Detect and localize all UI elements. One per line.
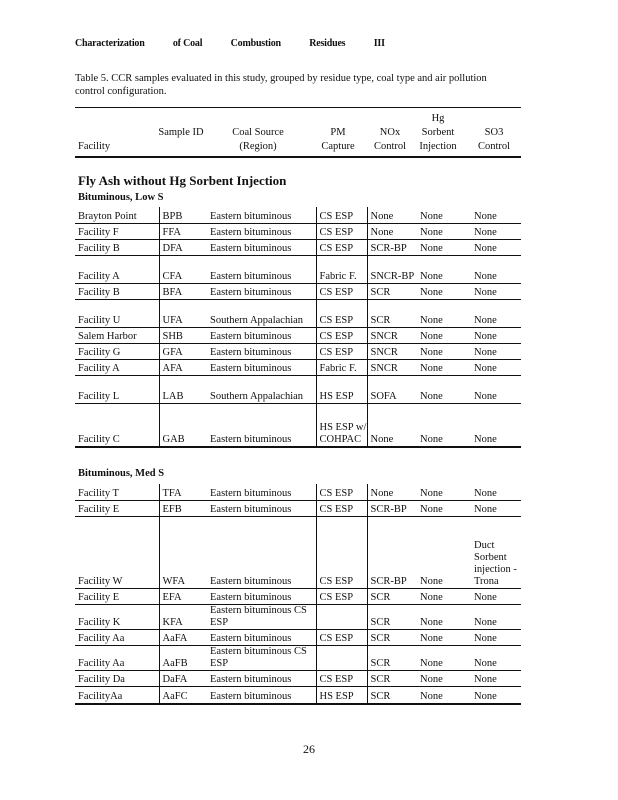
cell-pm-capture — [316, 604, 367, 629]
cell-pm-capture: CS ESP — [316, 299, 367, 327]
table-row — [75, 375, 521, 403]
cell-hg-sorbent: None — [417, 403, 471, 447]
col-header-sample-id: Sample ID — [158, 127, 204, 138]
cell-nox-control: SCR — [367, 299, 417, 327]
cell-nox-control: SNCR — [367, 359, 417, 375]
cell-so3-control: None — [471, 604, 521, 629]
cell-so3-control: None — [471, 283, 521, 299]
cell-facility: Salem Harbor — [75, 327, 159, 343]
cell-coal-source: Eastern bituminous — [207, 516, 316, 588]
cell-so3-control: None — [471, 207, 521, 223]
cell-coal-source: Eastern bituminous — [207, 223, 316, 239]
cell-hg-sorbent: None — [417, 223, 471, 239]
cell-sample-id: GFA — [159, 343, 207, 359]
col-header-nox-control: NOx Control — [373, 127, 407, 152]
table-row — [75, 604, 521, 629]
table-row — [75, 239, 521, 255]
cell-nox-control: SNCR — [367, 327, 417, 343]
table-row — [75, 403, 521, 447]
running-header — [75, 38, 411, 49]
table-row — [75, 283, 521, 299]
cell-pm-capture: HS ESP — [316, 686, 367, 704]
table-row — [75, 629, 521, 645]
cell-nox-control: SCR-BP — [367, 239, 417, 255]
cell-hg-sorbent: None — [417, 629, 471, 645]
cell-so3-control: None — [471, 359, 521, 375]
cell-facility: Facility Da — [75, 670, 159, 686]
cell-sample-id: GAB — [159, 403, 207, 447]
cell-pm-capture: CS ESP — [316, 500, 367, 516]
cell-hg-sorbent: None — [417, 255, 471, 283]
cell-hg-sorbent: None — [417, 588, 471, 604]
cell-coal-source: Eastern bituminous — [207, 255, 316, 283]
cell-facility: Facility C — [75, 403, 159, 447]
cell-so3-control: None — [471, 484, 521, 500]
cell-hg-sorbent: None — [417, 359, 471, 375]
cell-facility: Facility K — [75, 604, 159, 629]
cell-sample-id: CFA — [159, 255, 207, 283]
cell-sample-id: AaFC — [159, 686, 207, 704]
cell-facility: Facility L — [75, 375, 159, 403]
header-word: of Coal — [172, 38, 203, 49]
header-bottom-rule — [75, 156, 521, 158]
table-row — [75, 207, 521, 223]
cell-facility: Facility E — [75, 500, 159, 516]
table-row — [75, 299, 521, 327]
cell-nox-control: SCR — [367, 283, 417, 299]
cell-so3-control: None — [471, 670, 521, 686]
cell-hg-sorbent: None — [417, 516, 471, 588]
cell-sample-id: KFA — [159, 604, 207, 629]
cell-hg-sorbent: None — [417, 375, 471, 403]
cell-sample-id: BPB — [159, 207, 207, 223]
cell-so3-control: None — [471, 343, 521, 359]
table-row — [75, 484, 521, 500]
cell-so3-control: None — [471, 686, 521, 704]
cell-pm-capture: CS ESP — [316, 223, 367, 239]
cell-pm-capture: CS ESP — [316, 343, 367, 359]
col-header-coal-source: Coal Source (Region) — [232, 127, 284, 152]
table-row — [75, 343, 521, 359]
cell-coal-source: Eastern bituminous — [207, 686, 316, 704]
cell-coal-source: Southern Appalachian — [207, 375, 316, 403]
table-row — [75, 588, 521, 604]
cell-so3-control: None — [471, 645, 521, 670]
cell-coal-source: Eastern bituminous — [207, 670, 316, 686]
cell-nox-control: SCR — [367, 629, 417, 645]
table-row — [75, 255, 521, 283]
cell-so3-control: None — [471, 500, 521, 516]
cell-nox-control: SCR — [367, 670, 417, 686]
cell-nox-control: None — [367, 403, 417, 447]
cell-coal-source: Eastern bituminous — [207, 327, 316, 343]
header-word: Characterization — [75, 38, 145, 49]
cell-pm-capture: CS ESP — [316, 327, 367, 343]
cell-sample-id: UFA — [159, 299, 207, 327]
col-header-so3-control: SO3 Control — [477, 127, 511, 152]
cell-hg-sorbent: None — [417, 686, 471, 704]
group-title: Bituminous, Low S — [78, 192, 164, 203]
cell-pm-capture: HS ESP — [316, 375, 367, 403]
cell-nox-control: SCR — [367, 588, 417, 604]
cell-pm-capture: CS ESP — [316, 484, 367, 500]
cell-hg-sorbent: None — [417, 239, 471, 255]
cell-coal-source: Eastern bituminous — [207, 588, 316, 604]
cell-nox-control: SCR — [367, 645, 417, 670]
cell-so3-control: None — [471, 375, 521, 403]
cell-facility: Facility A — [75, 359, 159, 375]
cell-pm-capture: Fabric F. — [316, 255, 367, 283]
cell-so3-control: None — [471, 239, 521, 255]
cell-hg-sorbent: None — [417, 299, 471, 327]
group-table-med-s — [75, 484, 521, 705]
cell-facility: Facility G — [75, 343, 159, 359]
page-number: 26 — [303, 742, 315, 756]
header-word: III — [373, 38, 385, 49]
cell-pm-capture: CS ESP — [316, 283, 367, 299]
cell-coal-source: Eastern bituminous — [207, 359, 316, 375]
cell-facility: Facility B — [75, 239, 159, 255]
cell-pm-capture — [316, 645, 367, 670]
header-word: Combustion — [230, 38, 281, 49]
cell-so3-control: None — [471, 327, 521, 343]
table-row — [75, 223, 521, 239]
cell-coal-source: Eastern bituminous — [207, 629, 316, 645]
cell-sample-id: WFA — [159, 516, 207, 588]
table-row — [75, 327, 521, 343]
cell-sample-id: LAB — [159, 375, 207, 403]
cell-sample-id: TFA — [159, 484, 207, 500]
cell-sample-id: BFA — [159, 283, 207, 299]
cell-sample-id: AaFB — [159, 645, 207, 670]
cell-so3-control: None — [471, 223, 521, 239]
cell-facility: Facility E — [75, 588, 159, 604]
cell-pm-capture: CS ESP — [316, 239, 367, 255]
cell-nox-control: SCR — [367, 686, 417, 704]
cell-facility: Facility T — [75, 484, 159, 500]
cell-so3-control: None — [471, 403, 521, 447]
cell-hg-sorbent: None — [417, 645, 471, 670]
cell-pm-capture: CS ESP — [316, 670, 367, 686]
cell-hg-sorbent: None — [417, 604, 471, 629]
cell-pm-capture: CS ESP — [316, 516, 367, 588]
cell-nox-control: None — [367, 207, 417, 223]
cell-nox-control: None — [367, 223, 417, 239]
cell-nox-control: SNCR — [367, 343, 417, 359]
group-title: Bituminous, Med S — [78, 468, 165, 479]
col-header-hg-sorbent: Hg Sorbent Injection — [419, 113, 457, 152]
cell-so3-control: Duct Sorbent injection - Trona — [471, 516, 521, 588]
cell-facility: Facility U — [75, 299, 159, 327]
cell-coal-source: Southern Appalachian — [207, 299, 316, 327]
table-row — [75, 686, 521, 704]
cell-sample-id: SHB — [159, 327, 207, 343]
cell-coal-source: Eastern bituminous — [207, 343, 316, 359]
table-row — [75, 516, 521, 588]
cell-hg-sorbent: None — [417, 283, 471, 299]
cell-so3-control: None — [471, 629, 521, 645]
cell-facility: Facility F — [75, 223, 159, 239]
group-table-low-s — [75, 207, 521, 448]
cell-sample-id: AaFA — [159, 629, 207, 645]
header-word: Residues — [309, 38, 346, 49]
table-top-rule — [75, 107, 521, 108]
cell-coal-source: Eastern bituminous — [207, 239, 316, 255]
table-caption: Table 5. CCR samples evaluated in this study, grouped by residue type, coal type and air pollution control configuration. — [75, 73, 487, 97]
cell-facility: Facility A — [75, 255, 159, 283]
cell-nox-control: SNCR-BP — [367, 255, 417, 283]
cell-coal-source: Eastern bituminous — [207, 500, 316, 516]
cell-sample-id: EFA — [159, 588, 207, 604]
cell-facility: Facility B — [75, 283, 159, 299]
cell-facility: Brayton Point — [75, 207, 159, 223]
cell-hg-sorbent: None — [417, 484, 471, 500]
cell-pm-capture: CS ESP — [316, 588, 367, 604]
table-row — [75, 500, 521, 516]
cell-pm-capture: Fabric F. — [316, 359, 367, 375]
col-header-pm-capture: PM Capture — [321, 127, 355, 152]
cell-so3-control: None — [471, 299, 521, 327]
cell-coal-source: Eastern bituminous CS ESP — [207, 645, 316, 670]
cell-pm-capture: CS ESP — [316, 629, 367, 645]
cell-facility: Facility Aa — [75, 629, 159, 645]
cell-facility: FacilityAa — [75, 686, 159, 704]
cell-facility: Facility W — [75, 516, 159, 588]
cell-hg-sorbent: None — [417, 343, 471, 359]
cell-nox-control: SCR — [367, 604, 417, 629]
cell-nox-control: SCR-BP — [367, 516, 417, 588]
cell-pm-capture: HS ESP w/ COHPAC — [316, 403, 367, 447]
cell-hg-sorbent: None — [417, 500, 471, 516]
cell-nox-control: SOFA — [367, 375, 417, 403]
cell-sample-id: DaFA — [159, 670, 207, 686]
cell-sample-id: FFA — [159, 223, 207, 239]
table-row — [75, 645, 521, 670]
cell-coal-source: Eastern bituminous — [207, 484, 316, 500]
cell-hg-sorbent: None — [417, 327, 471, 343]
table-row — [75, 359, 521, 375]
cell-nox-control: SCR-BP — [367, 500, 417, 516]
cell-so3-control: None — [471, 588, 521, 604]
section-title: Fly Ash without Hg Sorbent Injection — [78, 173, 287, 188]
cell-coal-source: Eastern bituminous CS ESP — [207, 604, 316, 629]
table-row — [75, 670, 521, 686]
cell-hg-sorbent: None — [417, 670, 471, 686]
cell-sample-id: AFA — [159, 359, 207, 375]
cell-pm-capture: CS ESP — [316, 207, 367, 223]
cell-coal-source: Eastern bituminous — [207, 403, 316, 447]
cell-coal-source: Eastern bituminous — [207, 207, 316, 223]
cell-sample-id: DFA — [159, 239, 207, 255]
cell-coal-source: Eastern bituminous — [207, 283, 316, 299]
col-header-facility: Facility — [78, 141, 111, 152]
cell-sample-id: EFB — [159, 500, 207, 516]
cell-facility: Facility Aa — [75, 645, 159, 670]
cell-so3-control: None — [471, 255, 521, 283]
cell-nox-control: None — [367, 484, 417, 500]
cell-hg-sorbent: None — [417, 207, 471, 223]
